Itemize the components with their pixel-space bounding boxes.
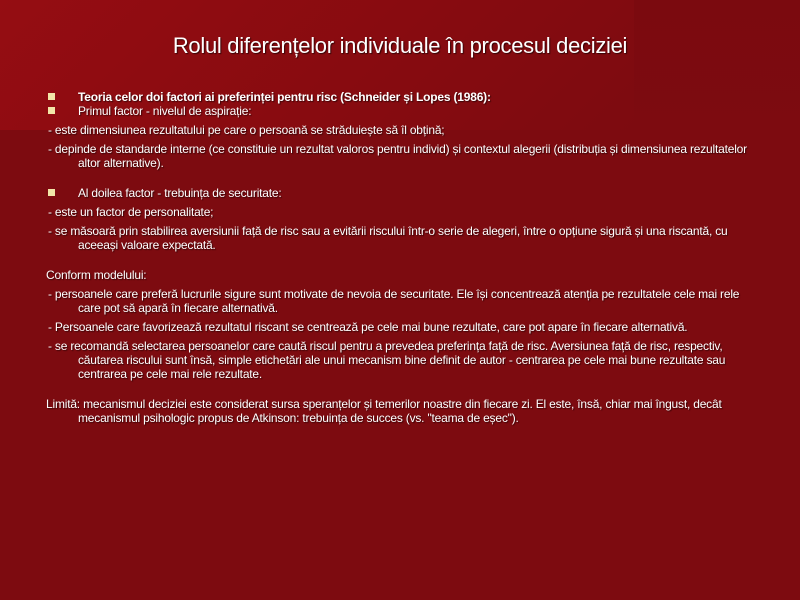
model-line: - persoanele care preferă lucrurile sigure sunt motivate de nevoia de securitate. Ele își concentrează atenția pe rezultatele cele mai rele care pot să apară în fiecare alternativă. bbox=[48, 287, 740, 315]
bullet-item-second-factor bbox=[46, 186, 756, 200]
model-line: - Persoanele care favorizează rezultatul riscant se centrează pe cele mai bune rezultate, care pot apare în fiecare alternativă. bbox=[48, 320, 688, 334]
second-factor-line: - este un factor de personalitate; bbox=[48, 205, 214, 219]
bullet-text: Al doilea factor - trebuința de securitate: bbox=[78, 186, 282, 200]
slide-title: Rolul diferențelor individuale în procesul deciziei bbox=[172, 33, 628, 58]
bullet-text: Teoria celor doi factori ai preferinței pentru risc (Schneider și Lopes (1986): bbox=[78, 90, 491, 104]
limit-paragraph: Limită: mecanismul deciziei este considerat sursa speranțelor și temerilor noastre din fiecare zi. El este, însă, chiar mai îngust, decât mecanismul psihologic propus de Atkinson: trebuința de succes (vs. "teama de eșec"). bbox=[46, 397, 722, 425]
bullet-text: Primul factor - nivelul de aspirație: bbox=[78, 104, 252, 118]
model-line: - se recomandă selectarea persoanelor care caută riscul pentru a prevedea preferința față de risc. Aversiunea față de risc, respectiv, căutarea riscului sunt însă, simple etichetări ale unui mecanism bine definit de autor - centrarea pe cele mai bune rezultate sau centrarea pe cele mai rele rezultate. bbox=[48, 339, 726, 381]
first-factor-line: - este dimensiunea rezultatului pe care o persoană se străduiește să îl obțină; bbox=[48, 123, 445, 137]
square-bullet-icon bbox=[48, 189, 55, 196]
second-factor-line: - se măsoară prin stabilirea aversiunii față de risc sau a evitării riscului într-o serie de alegeri, între o opțiune sigură și una riscantă, cu aceeași valoare expectată. bbox=[48, 224, 728, 252]
slide-body bbox=[46, 90, 756, 425]
square-bullet-icon bbox=[48, 93, 55, 100]
first-factor-line: - depinde de standarde interne (ce constituie un rezultat valoros pentru individ) și contextul alegerii (distribuția și dimensiunea rezultatelor altor alternative). bbox=[48, 142, 747, 170]
square-bullet-icon bbox=[48, 107, 55, 114]
bullet-item-first-factor bbox=[46, 104, 756, 118]
model-heading: Conform modelului: bbox=[46, 268, 147, 282]
bullet-item-theory bbox=[46, 90, 756, 104]
